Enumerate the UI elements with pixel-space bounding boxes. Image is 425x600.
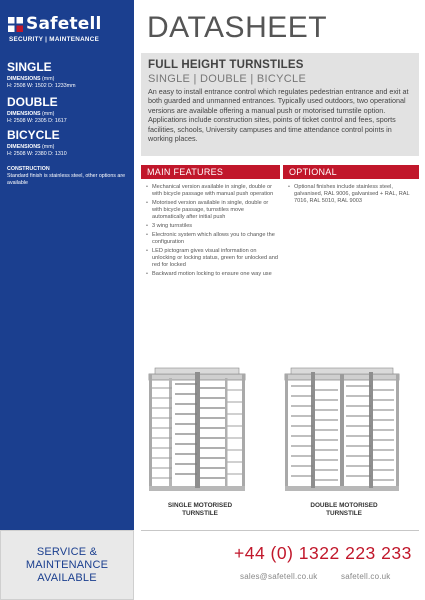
- phone-number[interactable]: +44 (0) 1322 223 233: [234, 543, 412, 563]
- spec-label-text: DIMENSIONS: [7, 144, 41, 150]
- service-text: SERVICE & MAINTENANCE AVAILABLE: [25, 545, 109, 584]
- website-link[interactable]: safetell.co.uk: [341, 572, 391, 581]
- spec-label-text: DIMENSIONS: [7, 76, 41, 82]
- spec-value: H: 2508 W: 2305 D: 1617: [7, 118, 67, 124]
- list-item: • Backward motion locking to ensure one way use: [146, 271, 278, 278]
- main-features-list: [146, 184, 278, 280]
- product-caption: SINGLE MOTORISED TURNSTILE: [167, 502, 233, 517]
- spec-unit: (mm): [42, 144, 55, 150]
- product-description: An easy to install entrance control which regulates pedestrian entrance and exit at both guarded and unmanned entrances. Typically used outdoors, two operational versions are available offering a manual push or motorised turnstile option. Applications include construction sites, points of ticket control and fees, sports facilities, schools, University campuses and time attendance control points in working places.: [148, 87, 409, 144]
- brand-logo[interactable]: [8, 14, 128, 43]
- list-item: • 3 wing turnstiles: [146, 223, 278, 230]
- list-item: • Optional finishes include stainless steel, galvanised, RAL 9006, galvanised + RAL, RAL 7016, RAL 5010, RAL 9003: [288, 184, 416, 205]
- hero-panel: [141, 53, 419, 156]
- spec-label: [7, 144, 131, 151]
- spec-label-text: DIMENSIONS: [7, 111, 41, 117]
- list-item: • Mechanical version available in single, double or with bicycle passage with manual push operation: [146, 184, 278, 198]
- spec-double: [7, 96, 131, 125]
- spec-unit: (mm): [42, 76, 55, 82]
- optional-list: [288, 184, 416, 207]
- spec-title: BICYCLE: [7, 128, 60, 142]
- main-features-heading: MAIN FEATURES: [141, 165, 280, 179]
- spec-label: [7, 111, 131, 118]
- service-box: [0, 530, 134, 600]
- list-item: • LED pictogram gives visual information on unlocking or locking status, green for unlocked and red for locked: [146, 248, 278, 269]
- spec-title: SINGLE: [7, 60, 52, 74]
- list-item: • Motorised version available in single, double or with bicycle passage, turnstiles move automatically after initial push: [146, 200, 278, 221]
- spec-value: H: 2508 W: 2380 D: 1310: [7, 151, 67, 157]
- footer-divider: [141, 530, 419, 531]
- sidebar: [0, 0, 134, 600]
- construction-title: CONSTRUCTION: [7, 166, 50, 172]
- spec-bicycle: [7, 129, 131, 158]
- brand-tagline: SECURITY | MAINTENANCE: [9, 36, 100, 43]
- spec-single: [7, 61, 131, 90]
- spec-value: H: 2508 W: 1502 D: 1233mm: [7, 83, 76, 89]
- spec-unit: (mm): [42, 111, 55, 117]
- optional-heading: OPTIONAL: [283, 165, 419, 179]
- product-subtitle: SINGLE | DOUBLE | BICYCLE: [148, 73, 307, 85]
- list-item: • Electronic system which allows you to change the configuration: [146, 232, 278, 246]
- construction-info: [7, 166, 131, 187]
- double-turnstile-image: [283, 362, 401, 494]
- email-link[interactable]: sales@safetell.co.uk: [240, 572, 318, 581]
- spec-title: DOUBLE: [7, 95, 58, 109]
- brand-name: Safetell: [26, 14, 102, 34]
- product-caption: DOUBLE MOTORISED TURNSTILE: [310, 502, 378, 517]
- page-title: DATASHEET: [147, 11, 328, 44]
- construction-text: Standard finish is stainless steel, other options are available: [7, 173, 126, 186]
- product-title: FULL HEIGHT TURNSTILES: [148, 59, 304, 71]
- safetell-logo-icon: [8, 17, 23, 32]
- spec-label: [7, 76, 131, 83]
- single-turnstile-image: [145, 362, 249, 494]
